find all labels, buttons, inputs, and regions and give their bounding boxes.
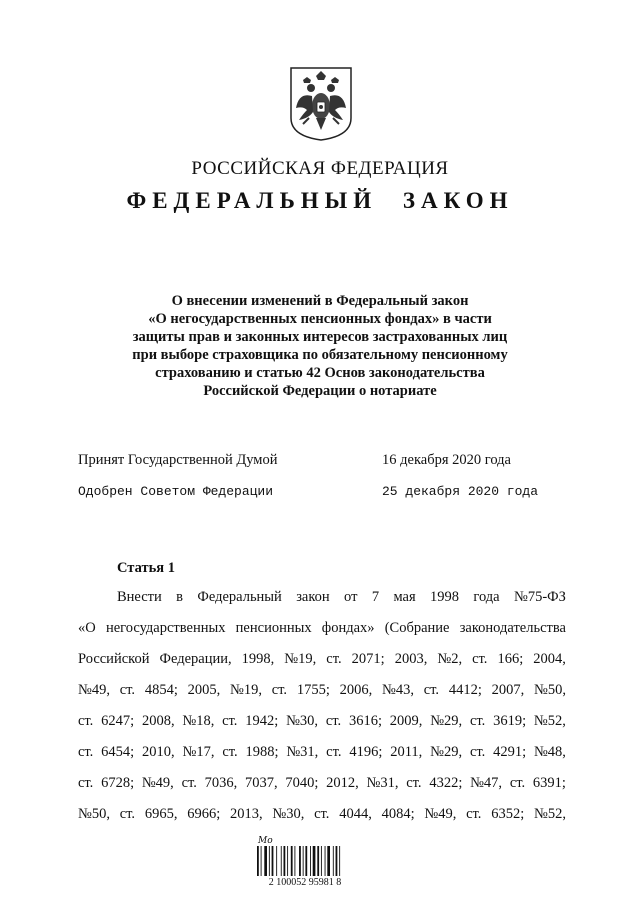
council-approval-date: 25 декабря 2020 года bbox=[382, 484, 539, 499]
barcode-bar bbox=[284, 846, 286, 876]
barcode-bar bbox=[317, 846, 319, 876]
duma-adoption-date: 16 декабря 2020 года bbox=[382, 452, 511, 468]
law-title bbox=[110, 292, 530, 400]
barcode-bar bbox=[327, 846, 330, 876]
article-line: №50, ст. 6965, 6966; 2013, №30, ст. 4044, 4084; №49, ст. 6352; №52, bbox=[78, 806, 566, 822]
barcode-bar bbox=[305, 846, 307, 876]
barcode-bar bbox=[269, 846, 270, 876]
barcode-bar bbox=[294, 846, 295, 876]
law-title-line: защиты прав и законных интересов застрахованных лиц bbox=[132, 329, 508, 345]
barcode-icon bbox=[256, 846, 356, 876]
coat-of-arms-icon bbox=[289, 66, 353, 142]
barcode-bar bbox=[291, 846, 293, 876]
barcode-bar bbox=[313, 846, 316, 876]
law-title-line: Российской Федерации о нотариате bbox=[203, 383, 437, 399]
duma-adoption-label: Принят Государственной Думой bbox=[78, 452, 278, 468]
country-name: РОССИЙСКАЯ ФЕДЕРАЦИЯ bbox=[191, 158, 449, 179]
law-title-line: О внесении изменений в Федеральный закон bbox=[171, 293, 469, 309]
article-line: №49, ст. 4854; 2005, №19, ст. 1755; 2006, №43, ст. 4412; 2007, №50, bbox=[78, 682, 566, 698]
article-line: Российской Федерации, 1998, №19, ст. 2071; 2003, №2, ст. 166; 2004, bbox=[78, 651, 566, 667]
article-line: ст. 6454; 2010, №17, ст. 1988; №31, ст. 4196; 2011, №29, ст. 4291; №48, bbox=[78, 744, 566, 760]
barcode-bar bbox=[339, 846, 340, 876]
barcode-number: 2 100052 95981 8 bbox=[268, 877, 342, 888]
barcode-bar bbox=[276, 846, 277, 876]
article-line: ст. 6247; 2008, №18, ст. 1942; №30, ст. 3616; 2009, №29, ст. 3619; №52, bbox=[78, 713, 566, 729]
barcode-bar bbox=[325, 846, 326, 876]
barcode-bar bbox=[303, 846, 304, 876]
initials: Мо bbox=[258, 836, 273, 846]
document-footer bbox=[246, 836, 364, 896]
barcode-bar bbox=[310, 846, 311, 876]
barcode-bar bbox=[336, 846, 338, 876]
barcode-bar bbox=[321, 846, 322, 876]
law-title-line: «О негосударственных пенсионных фондах» в части bbox=[148, 311, 492, 327]
document-type: ФЕДЕРАЛЬНЫЙ ЗАКОН bbox=[126, 188, 514, 213]
article-line: Внести в Федеральный закон от 7 мая 1998 года №75-ФЗ bbox=[117, 589, 566, 605]
barcode-bar bbox=[257, 846, 259, 876]
article-line: «О негосударственных пенсионных фондах» (Собрание законодательства bbox=[78, 620, 566, 636]
barcode-bar bbox=[287, 846, 288, 876]
barcode-bar bbox=[264, 846, 267, 876]
article-heading: Статья 1 bbox=[117, 560, 175, 576]
council-approval-label: Одобрен Советом Федерации bbox=[78, 484, 274, 499]
barcode-bar bbox=[281, 846, 282, 876]
barcode-bar bbox=[272, 846, 274, 876]
law-title-line: страхованию и статью 42 Основ законодательства bbox=[155, 365, 485, 381]
article-line: ст. 6728; №49, ст. 7036, 7037, 7040; 2012, №31, ст. 4322; №47, ст. 6391; bbox=[78, 775, 566, 791]
barcode-bar bbox=[261, 846, 262, 876]
barcode-bar bbox=[333, 846, 334, 876]
law-title-line: при выборе страховщика по обязательному пенсионному bbox=[132, 347, 508, 363]
article-body bbox=[78, 588, 566, 836]
barcode-bar bbox=[299, 846, 301, 876]
